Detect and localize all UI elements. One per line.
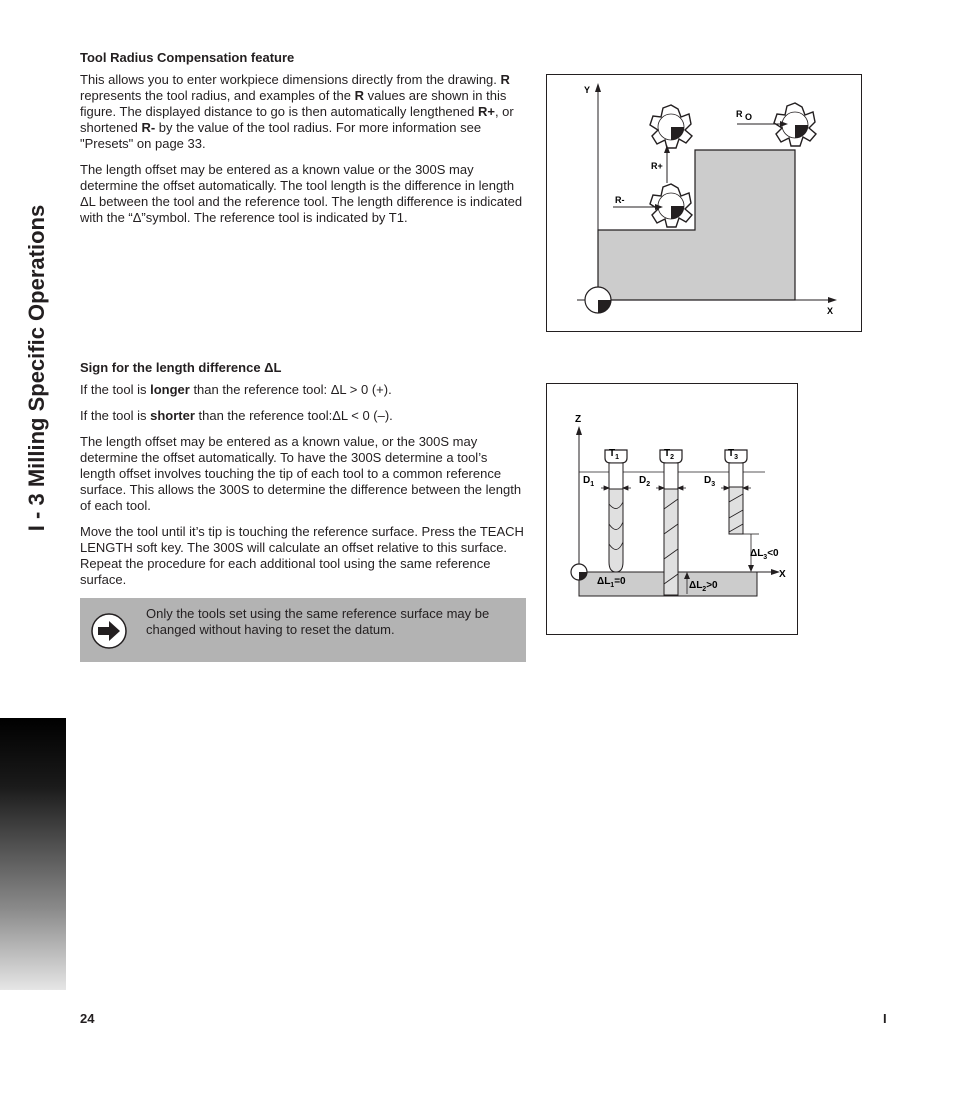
diameter-2-label: $D_2$: [639, 475, 651, 488]
note-box: [80, 598, 526, 662]
figure-length-difference: [546, 383, 798, 635]
delta-l1-label: $\Delta L_1=0$: [597, 576, 626, 589]
datum-icon: [585, 287, 611, 313]
datum-icon: [571, 564, 587, 580]
r-label: R: [736, 109, 743, 119]
axis-x-label: X: [827, 306, 834, 316]
tool-2-label: $T_2$: [664, 448, 675, 461]
axis-y-label: Y: [584, 85, 591, 95]
paragraph-radius: This allows you to enter workpiece dimensions directly from the drawing. R represents the tool radius, and examples of the R values are shown in this figure. The displayed distance to go is then automatically lengthened R+, or shortened R- by the value of the tool radius. For more information see "Presets" on page 33.: [80, 72, 514, 151]
axis-z-label: Z: [575, 414, 582, 425]
chapter-title-text: I - 3 Milling Specific Operations: [24, 204, 49, 532]
section-tool-radius: [80, 50, 525, 236]
cutter-middle: [648, 183, 694, 229]
tool-1-label: $T_1$: [609, 448, 620, 461]
r-minus-label: R-: [615, 195, 625, 205]
section-length-sign: [80, 360, 525, 598]
section-heading: Tool Radius Compensation feature: [80, 50, 295, 65]
paragraph-procedure: Move the tool until it’s tip is touching the reference surface. Press the TEACH LENGTH soft key. The 300S will calculate an offset relative to this surface. Repeat the procedure for each additional tool using the same reference surface.: [80, 524, 524, 587]
cutter-top-right: [772, 102, 818, 148]
paragraph-teach: The length offset may be entered as a known value, or the 300S may determine the offset automatically. To have the 300S determine a tool’s length offset involves touching the tip of each tool to a common reference surface. This allows the 300S to determine the difference between the length of each tool.: [80, 434, 522, 513]
axis-x-label: X: [779, 569, 786, 580]
footer-chapter: I: [883, 1011, 887, 1026]
arrow-right-icon: [90, 612, 128, 650]
tool-3: [725, 450, 747, 534]
cutter-top-left: [648, 104, 694, 150]
page-number: 24: [80, 1011, 95, 1026]
figure-radius-compensation: [546, 74, 862, 332]
chapter-tab-bar: [0, 718, 66, 990]
chapter-side-title: [12, 28, 62, 708]
section-heading: Sign for the length difference ΔL: [80, 360, 282, 375]
diameter-3-label: $D_3$: [704, 475, 716, 488]
r-plus-label: R+: [651, 161, 663, 171]
paragraph-shorter: If the tool is shorter than the reference tool:ΔL < 0 (–).: [80, 408, 393, 423]
diameter-1-label: $D_1$: [583, 475, 595, 488]
paragraph-longer: If the tool is longer than the reference tool: ΔL > 0 (+).: [80, 382, 392, 397]
paragraph-length-offset: The length offset may be entered as a known value or the 300S may determine the offset automatically. The tool length is the difference in length ΔL between the tool and the reference tool. The length difference is indicated with the “Δ”symbol. The reference tool is indicated by T1.: [80, 162, 523, 225]
tool-1: [605, 450, 627, 572]
o-label: O: [745, 112, 753, 122]
tool-3-label: $T_3$: [728, 448, 739, 461]
delta-l3-label: $\Delta L_3<0$: [750, 548, 779, 561]
delta-l2-label: $\Delta L_2>0$: [689, 580, 718, 593]
note-text: Only the tools set using the same reference surface may be changed without having to reset the datum.: [146, 606, 490, 637]
workpiece-shape: [598, 150, 795, 300]
